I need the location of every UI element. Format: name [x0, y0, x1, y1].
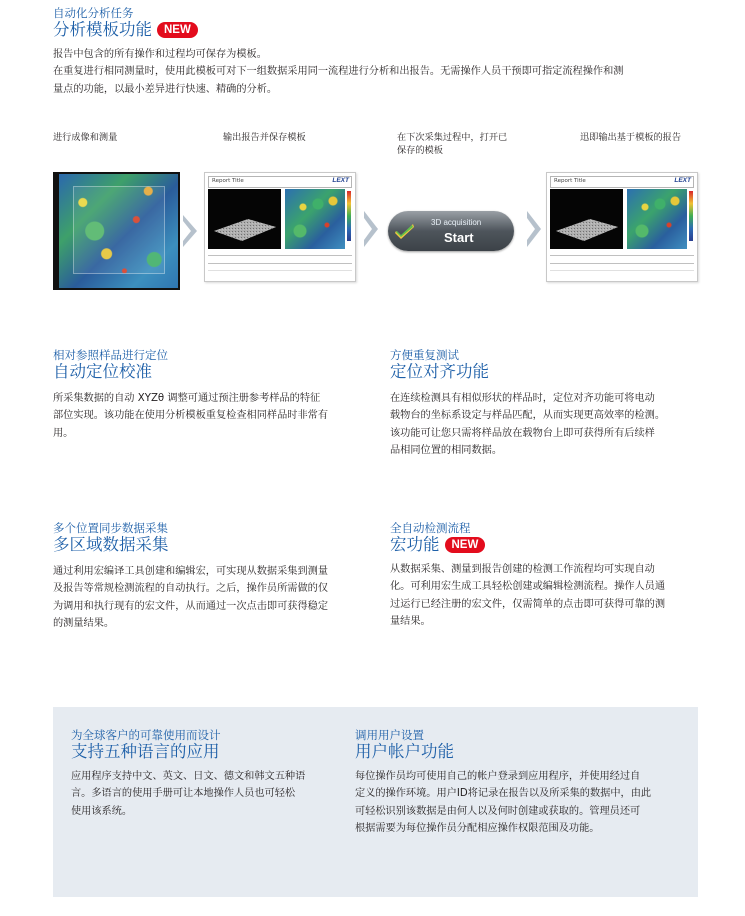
- section-title: 支持五种语言的应用: [71, 742, 220, 761]
- height-map-image: [627, 189, 687, 249]
- 3d-acquisition-start-button[interactable]: [388, 211, 514, 251]
- lext-logo: LEXT: [674, 177, 691, 184]
- section-title-text: 宏功能: [390, 535, 440, 554]
- body-line: 用。: [53, 427, 74, 439]
- feature-macro: [390, 521, 700, 631]
- report-title: Report Title: [550, 176, 694, 188]
- surface-3d-image: [208, 189, 281, 249]
- arrow-right-icon-inner: [527, 218, 535, 240]
- body-line: 过运行已经注册的宏文件，仅需简单的点击即可获得可靠的测: [390, 598, 666, 610]
- feature-multi-area: [53, 521, 368, 633]
- section-body: [53, 46, 624, 98]
- top-section: [53, 6, 624, 98]
- report-thumbnail: [546, 172, 698, 282]
- report-title: Report Title: [208, 176, 352, 188]
- section-body: [355, 768, 685, 838]
- section-subtitle: 全自动检测流程: [390, 521, 471, 535]
- body-line: 应用程序支持中文、英文、日文、德文和韩文五种语: [71, 771, 306, 782]
- start-button-line1: 3D acquisition: [431, 218, 482, 227]
- arrow-right-icon-inner: [183, 221, 191, 241]
- step-caption: [580, 131, 681, 144]
- section-subtitle: 自动化分析任务: [53, 6, 134, 20]
- feature-position-alignment: [390, 348, 700, 460]
- caption-line: 迅即输出基于模板的报告: [580, 132, 682, 143]
- new-badge: NEW: [157, 22, 198, 38]
- body-line: 在连续检测具有相似形状的样品时，定位对齐功能可将电动: [390, 393, 655, 404]
- body-line: 量点的功能，以最小差异进行快速、精确的分析。: [53, 83, 278, 95]
- body-line: 在重复进行相同测量时，使用此模板可对下一组数据采用同一流程进行分析和出报告。无需操作人员干预即可指定流程操作和测: [53, 66, 624, 78]
- caption-line: 保存的模板: [397, 145, 443, 156]
- section-body: [390, 561, 700, 631]
- check-icon: [395, 222, 415, 240]
- section-body: [53, 390, 368, 442]
- body-line: 化。可利用宏生成工具轻松创建或编辑检测流程。操作人员通: [390, 581, 666, 593]
- section-title: [53, 20, 624, 40]
- section-subtitle: 调用用户设置: [355, 728, 424, 742]
- caption-line: 在下次采集过程中，打开已: [397, 132, 508, 143]
- body-line: 的测量结果。: [53, 618, 115, 630]
- feature-user-account: [355, 728, 685, 838]
- section-subtitle: 相对参照样品进行定位: [53, 348, 168, 362]
- surface-3d-image: [550, 189, 623, 249]
- body-line: 从数据采集、测量到报告创建的检测工作流程均可实现自动: [390, 564, 655, 575]
- section-body: [71, 768, 341, 820]
- arrow-right-icon-inner: [364, 218, 372, 240]
- body-line: 所采集数据的自动 XYZθ 调整可通过预注册参考样品的特征: [53, 393, 321, 404]
- feature-languages: [71, 728, 341, 820]
- step-caption: [397, 131, 507, 157]
- section-body: [390, 390, 700, 460]
- body-line: 根据需要为每位操作员分配相应操作权限范围及功能。: [355, 823, 600, 835]
- body-line: 为调用和执行现有的宏文件，从而通过一次点击即可获得稳定: [53, 600, 329, 612]
- start-button-line2: Start: [444, 230, 474, 245]
- section-subtitle: 方便重复测试: [390, 348, 459, 362]
- section-title: 多区域数据采集: [53, 535, 169, 554]
- feature-auto-alignment: [53, 348, 368, 442]
- section-title: 定位对齐功能: [390, 362, 489, 381]
- caption-line: 输出报告并保存模板: [223, 132, 306, 143]
- body-line: 可轻松识别该数据是由何人以及何时创建或获取的。管理员还可: [355, 805, 641, 817]
- info-panel: [53, 707, 698, 897]
- body-line: 通过利用宏编译工具创建和编辑宏，可实现从数据采集到测量: [53, 566, 329, 577]
- body-line: 及报告等常规检测流程的自动执行。之后，操作员所需做的仅: [53, 583, 329, 595]
- measurement-image: [53, 172, 180, 290]
- body-line: 使用该系统。: [71, 805, 133, 817]
- new-badge: NEW: [445, 537, 486, 553]
- body-line: 报告中包含的所有操作和过程均可保存为模板。: [53, 49, 267, 60]
- color-scale: [689, 191, 693, 241]
- height-map-image: [285, 189, 345, 249]
- body-line: 言。多语言的使用手册可让本地操作人员也可轻松: [71, 788, 296, 800]
- caption-line: 进行成像和测量: [53, 132, 118, 143]
- body-line: 品相同位置的相同数据。: [390, 445, 503, 457]
- section-body: [53, 563, 368, 633]
- body-line: 定义的操作环境。用户ID将记录在报告以及所采集的数据中，由此: [355, 788, 652, 800]
- section-title-text: 分析模板功能: [53, 20, 152, 39]
- section-title: 用户帐户功能: [355, 742, 454, 761]
- section-title: 自动定位校准: [53, 362, 152, 381]
- section-subtitle: 多个位置同步数据采集: [53, 521, 168, 535]
- body-line: 载物台的坐标系设定与样品匹配，从而实现更高效率的检测。: [390, 410, 666, 422]
- step-caption: [223, 131, 306, 144]
- body-line: 部位实现。该功能在使用分析模板重复检查相同样品时非常有: [53, 410, 329, 422]
- lext-logo: LEXT: [332, 177, 349, 184]
- body-line: 每位操作员均可使用自己的帐户登录到应用程序，并使用经过自: [355, 771, 641, 782]
- report-thumbnail: [204, 172, 356, 282]
- step-caption: [53, 131, 117, 144]
- section-title: [390, 535, 700, 555]
- section-subtitle: 为全球客户的可靠使用而设计: [71, 728, 221, 742]
- body-line: 量结果。: [390, 616, 431, 628]
- body-line: 该功能可让您只需将样品放在载物台上即可获得所有后续样: [390, 427, 655, 439]
- color-scale: [347, 191, 351, 241]
